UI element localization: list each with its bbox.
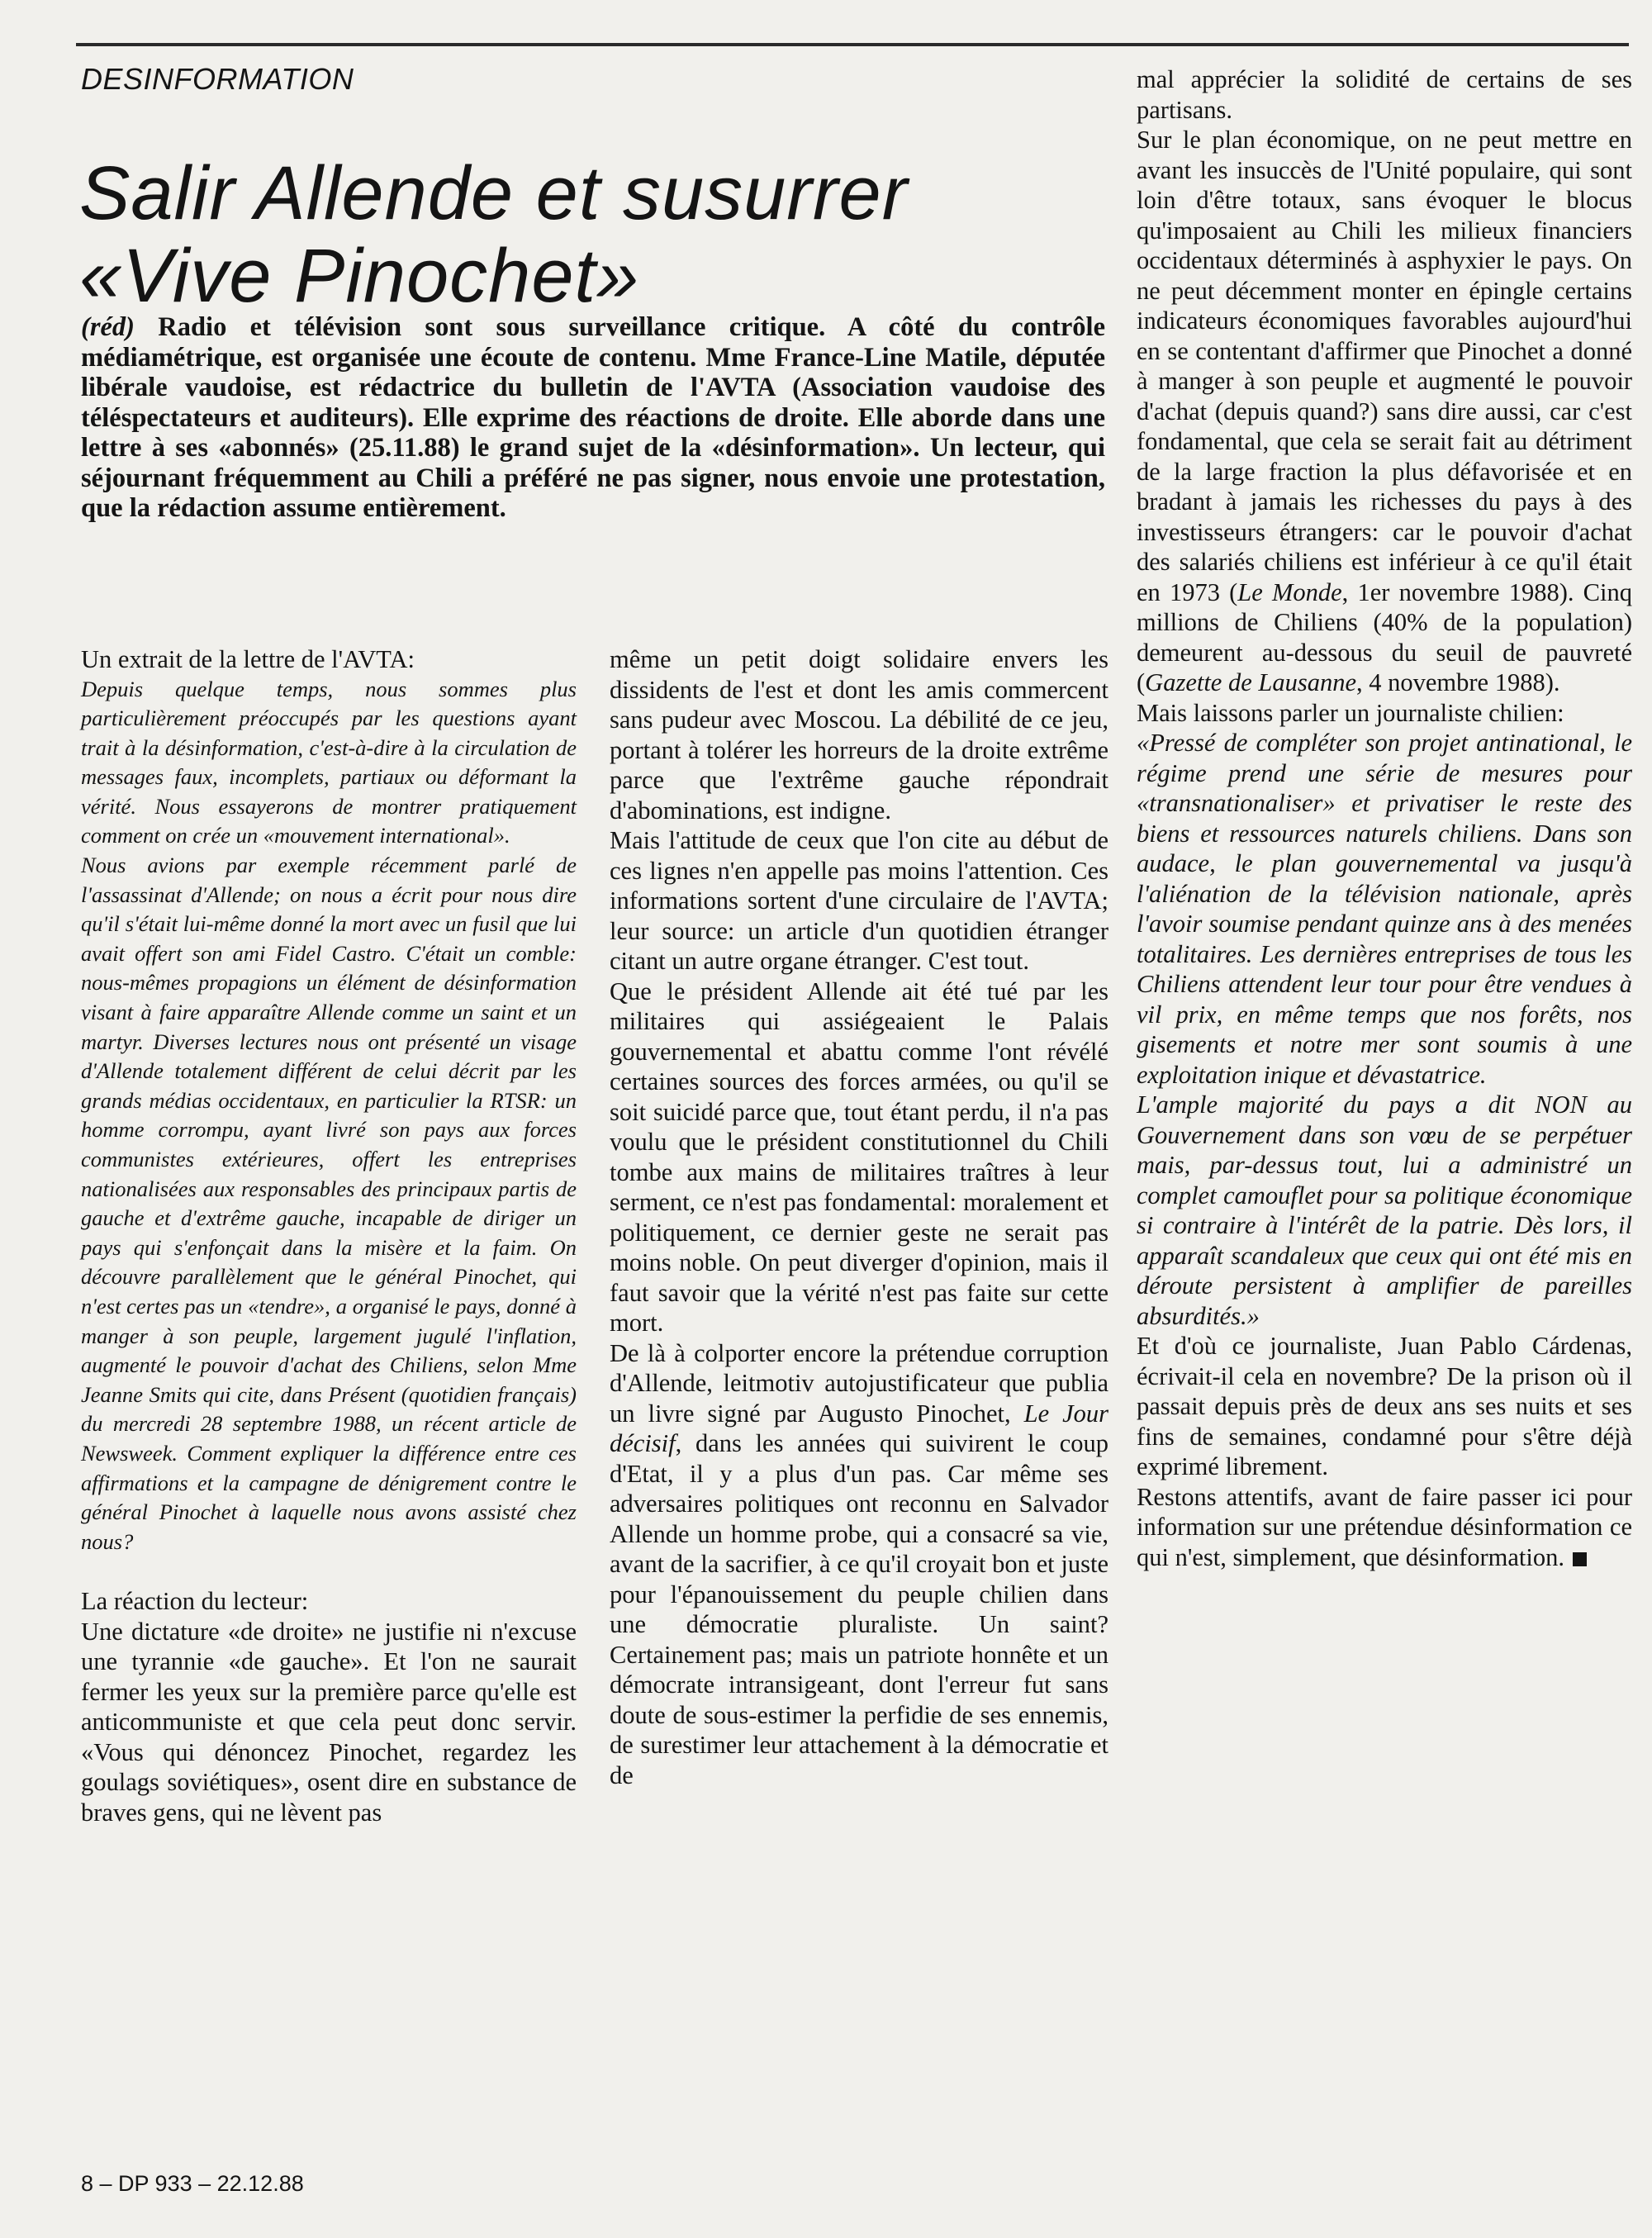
headline: [79, 152, 1087, 317]
book-title: Le Jour décisif: [610, 1399, 1108, 1457]
letter-intro: Un extrait de la lettre de l'AVTA:: [81, 645, 415, 673]
journalist-quote: L'ample majorité du pays a dit NON au Gouvernement dans son vœu de se perpétuer mais, par-dessus tout, lui a administré un complet camouflet pour sa politique économique si contraire à l'intérêt de la patrie. Dès lors, il apparaît scandaleux que ceux qui ont été mis en déroute persistent à amplifier de pareilles absurdités.»: [1137, 1090, 1632, 1330]
body-paragraph: [1137, 125, 1632, 698]
journalist-quote: «Pressé de compléter son projet antinational, le régime prend une série de mesures pour «transnationaliser» et privatiser le reste des biens et ressources naturels chiliens. Dans son audace, le plan gouvernemental va jusqu'à l'aliénation de la télévision nationale, après l'avoir soumise pendant quinze ans à des menées totalitaires. Les dernières entreprises de tous les Chiliens attendent leur tour pour être vendues à vil prix, en même temps que nos forêts, nos gisements et notre mer sont soumis à une exploitation inique et dévastatrice.: [1137, 729, 1632, 1089]
body-paragraph: [610, 1338, 1108, 1791]
page-footer: 8 – DP 933 – 22.12.88: [81, 2171, 304, 2196]
headline-line-2: «Vive Pinochet»: [79, 233, 640, 318]
lead-text: Radio et télévision sont sous surveillance critique. A côté du contrôle médiamétrique, est organisée une écoute de contenu. Mme France-Line Matile, députée libérale vaudoise, est rédactrice du bulletin de l'AVTA (Association vaudoise des téléspectateurs et auditeurs). Elle exprime des réactions de droite. Elle aborde dans une lettre à ses «abonnés» (25.11.88) le grand sujet de la «désinformation». Un lecteur, qui séjournant fréquemment au Chili a préféré ne pas signer, nous envoie une protestation, que la rédaction assume entièrement.: [81, 312, 1105, 523]
lead-paragraph: [81, 312, 1105, 585]
reaction-heading: La réaction du lecteur:: [81, 1587, 309, 1616]
headline-line-1: Salir Allende et susurrer: [79, 150, 909, 235]
body-text: , dans les années qui suivirent le coup d'Etat, il y a plus d'un pas. Car même ses adversaires politiques ont reconnu en Salvador Allende un homme probe, qui a consacré sa vie, avant de la sacrifier, à ce qu'il croyait bon et juste pour l'épanouissement du peuple chilien dans une démocratie pluraliste. Un saint? Certainement pas; mais un patriote honnête et un démocrate intransigeant, dont l'erreur fut sans doute de sous-estimer la perfidie de ses ennemis, de surestimer leur attachement à la démocratie et de: [610, 1429, 1108, 1789]
body-paragraph: Mais laissons parler un journaliste chilien:: [1137, 698, 1564, 727]
column-2: [610, 644, 1108, 1790]
body-text: , 4 novembre 1988).: [1356, 668, 1560, 696]
lead-tag: (réd): [81, 312, 135, 342]
body-paragraph: mal apprécier la solidité de certains de ses partisans.: [1137, 65, 1632, 124]
body-paragraph: Mais l'attitude de ceux que l'on cite au début de ces lignes n'en appelle pas moins l'attention. Ces informations sortent d'une circulaire de l'AVTA; leur source: un article d'un quotidien étranger citant un autre organe étranger. C'est tout.: [610, 826, 1108, 975]
body-paragraph: Et d'où ce journaliste, Juan Pablo Cárdenas, écrivait-il cela en novembre? De la prison où il passait depuis près de deux ans ses nuits et ses fins de semaines, condamné pour s'être déjà exprimé librement.: [1137, 1332, 1632, 1480]
end-mark-icon: [1573, 1552, 1587, 1566]
body-paragraph: même un petit doigt solidaire envers les dissidents de l'est et dont les amis commercent sans pudeur avec Moscou. La débilité de ce jeu, portant à tolérer les horreurs de la droite extrême parce que l'extrême gauche répondrait d'abominations, est indigne.: [610, 645, 1108, 824]
column-1: [81, 644, 577, 1827]
body-paragraph: Que le président Allende ait été tué par les militaires qui assiégeaient le Palais gouvernemental et abattu comme l'ont révélé certaines sources des forces armées, ou qu'il se soit suicidé parce que, tout étant perdu, il n'a pas voulu que le président constitutionnel du Chili tombe aux mains de militaires traîtres à leur serment, ce n'est pas fondamental: moralement et politiquement, ce dernier geste ne serait pas moins noble. On peut diverger d'opinion, mais il faut savoir que la vérité n'est pas faite sur cette mort.: [610, 976, 1108, 1337]
letter-quote: [81, 675, 577, 1557]
body-text: Sur le plan économique, on ne peut mettre en avant les insuccès de l'Unité populaire, qui sont loin d'être totaux, sans évoquer le blocus qu'imposaient au Chili les milieux financiers occidentaux déterminés à asphyxier le pays. On ne peut décemment monter en épingle certains indicateurs économiques favorables aujourd'hui en se contentant d'affirmer que Pinochet a donné à manger à son peuple et augmenté le pouvoir d'achat (depuis quand?) sans dire aussi, car c'est fondamental, que cela se serait fait au détriment de la large fraction la plus défavorisée et en bradant à jamais les richesses du pays à des investisseurs étrangers: car le pouvoir d'achat des salariés chiliens est inférieur à ce qu'il était en 1973 (: [1137, 126, 1632, 606]
source-citation: Le Monde: [1237, 577, 1342, 606]
body-text: , 1er novembre 1988). Cinq millions de Chiliens (40% de la population) demeurent au-dessous du seuil de pauvreté (: [1137, 577, 1632, 696]
column-3: [1137, 64, 1632, 1572]
body-text: Restons attentifs, avant de faire passer ici pour information sur une prétendue désinformation ce qui n'est, simplement, que désinformation.: [1137, 1482, 1632, 1571]
letter-quote-paragraph: Depuis quelque temps, nous sommes plus particulièrement préoccupés par les questions ayant trait à la désinformation, c'est-à-dire à la circulation de messages faux, incomplets, partiaux ou déformant la vérité. Nous essayerons de montrer pratiquement comment on crée un «mouvement international».: [81, 676, 577, 848]
source-citation: Gazette de Lausanne: [1145, 668, 1356, 696]
rubric: DESINFORMATION: [81, 62, 354, 96]
top-rule: [76, 43, 1629, 46]
body-text: De là à colporter encore la prétendue corruption d'Allende, leitmotiv autojustificateur que publia un livre signé par Augusto Pinochet,: [610, 1338, 1108, 1428]
spacer: [81, 1556, 577, 1586]
reaction-paragraph: Une dictature «de droite» ne justifie ni n'excuse une tyrannie «de gauche». Et l'on ne saurait fermer les yeux sur la première parce qu'elle est anticommuniste et que cela peut donc servir. «Vous qui dénoncez Pinochet, regardez les goulags soviétiques», osent dire en substance de braves gens, qui ne lèvent pas: [81, 1617, 577, 1827]
body-paragraph: [1137, 1482, 1632, 1573]
letter-quote-paragraph: Nous avions par exemple récemment parlé de l'assassinat d'Allende; on nous a écrit pour nous dire qu'il s'était lui-même donné la mort avec un fusil que lui avait offert son ami Fidel Castro. C'était un comble: nous-mêmes propagions un élément de désinformation visant à faire apparaître Allende comme un saint et un martyr. Diverses lectures nous ont présenté un visage d'Allende totalement différent de celui décrit par les grands médias occidentaux, en particulier la RTSR: un homme corrompu, ayant livré son pays aux forces communistes extérieures, offert les entreprises nationalisées aux responsables des principaux partis de gauche et d'extrême gauche, incapable de diriger un pays qui s'enfonçait dans la misère et la faim. On découvre parallèlement que le général Pinochet, qui n'est certes pas un «tendre», a organisé le pays, donné à manger à son peuple, largement jugulé l'inflation, augmenté le pouvoir d'achat des Chiliens, selon Mme Jeanne Smits qui cite, dans Présent (quotidien français) du mercredi 28 septembre 1988, un récent article de Newsweek. Comment expliquer la différence entre ces affirmations et la campagne de dénigrement contre le général Pinochet à laquelle nous avons assisté chez nous?: [81, 853, 577, 1554]
